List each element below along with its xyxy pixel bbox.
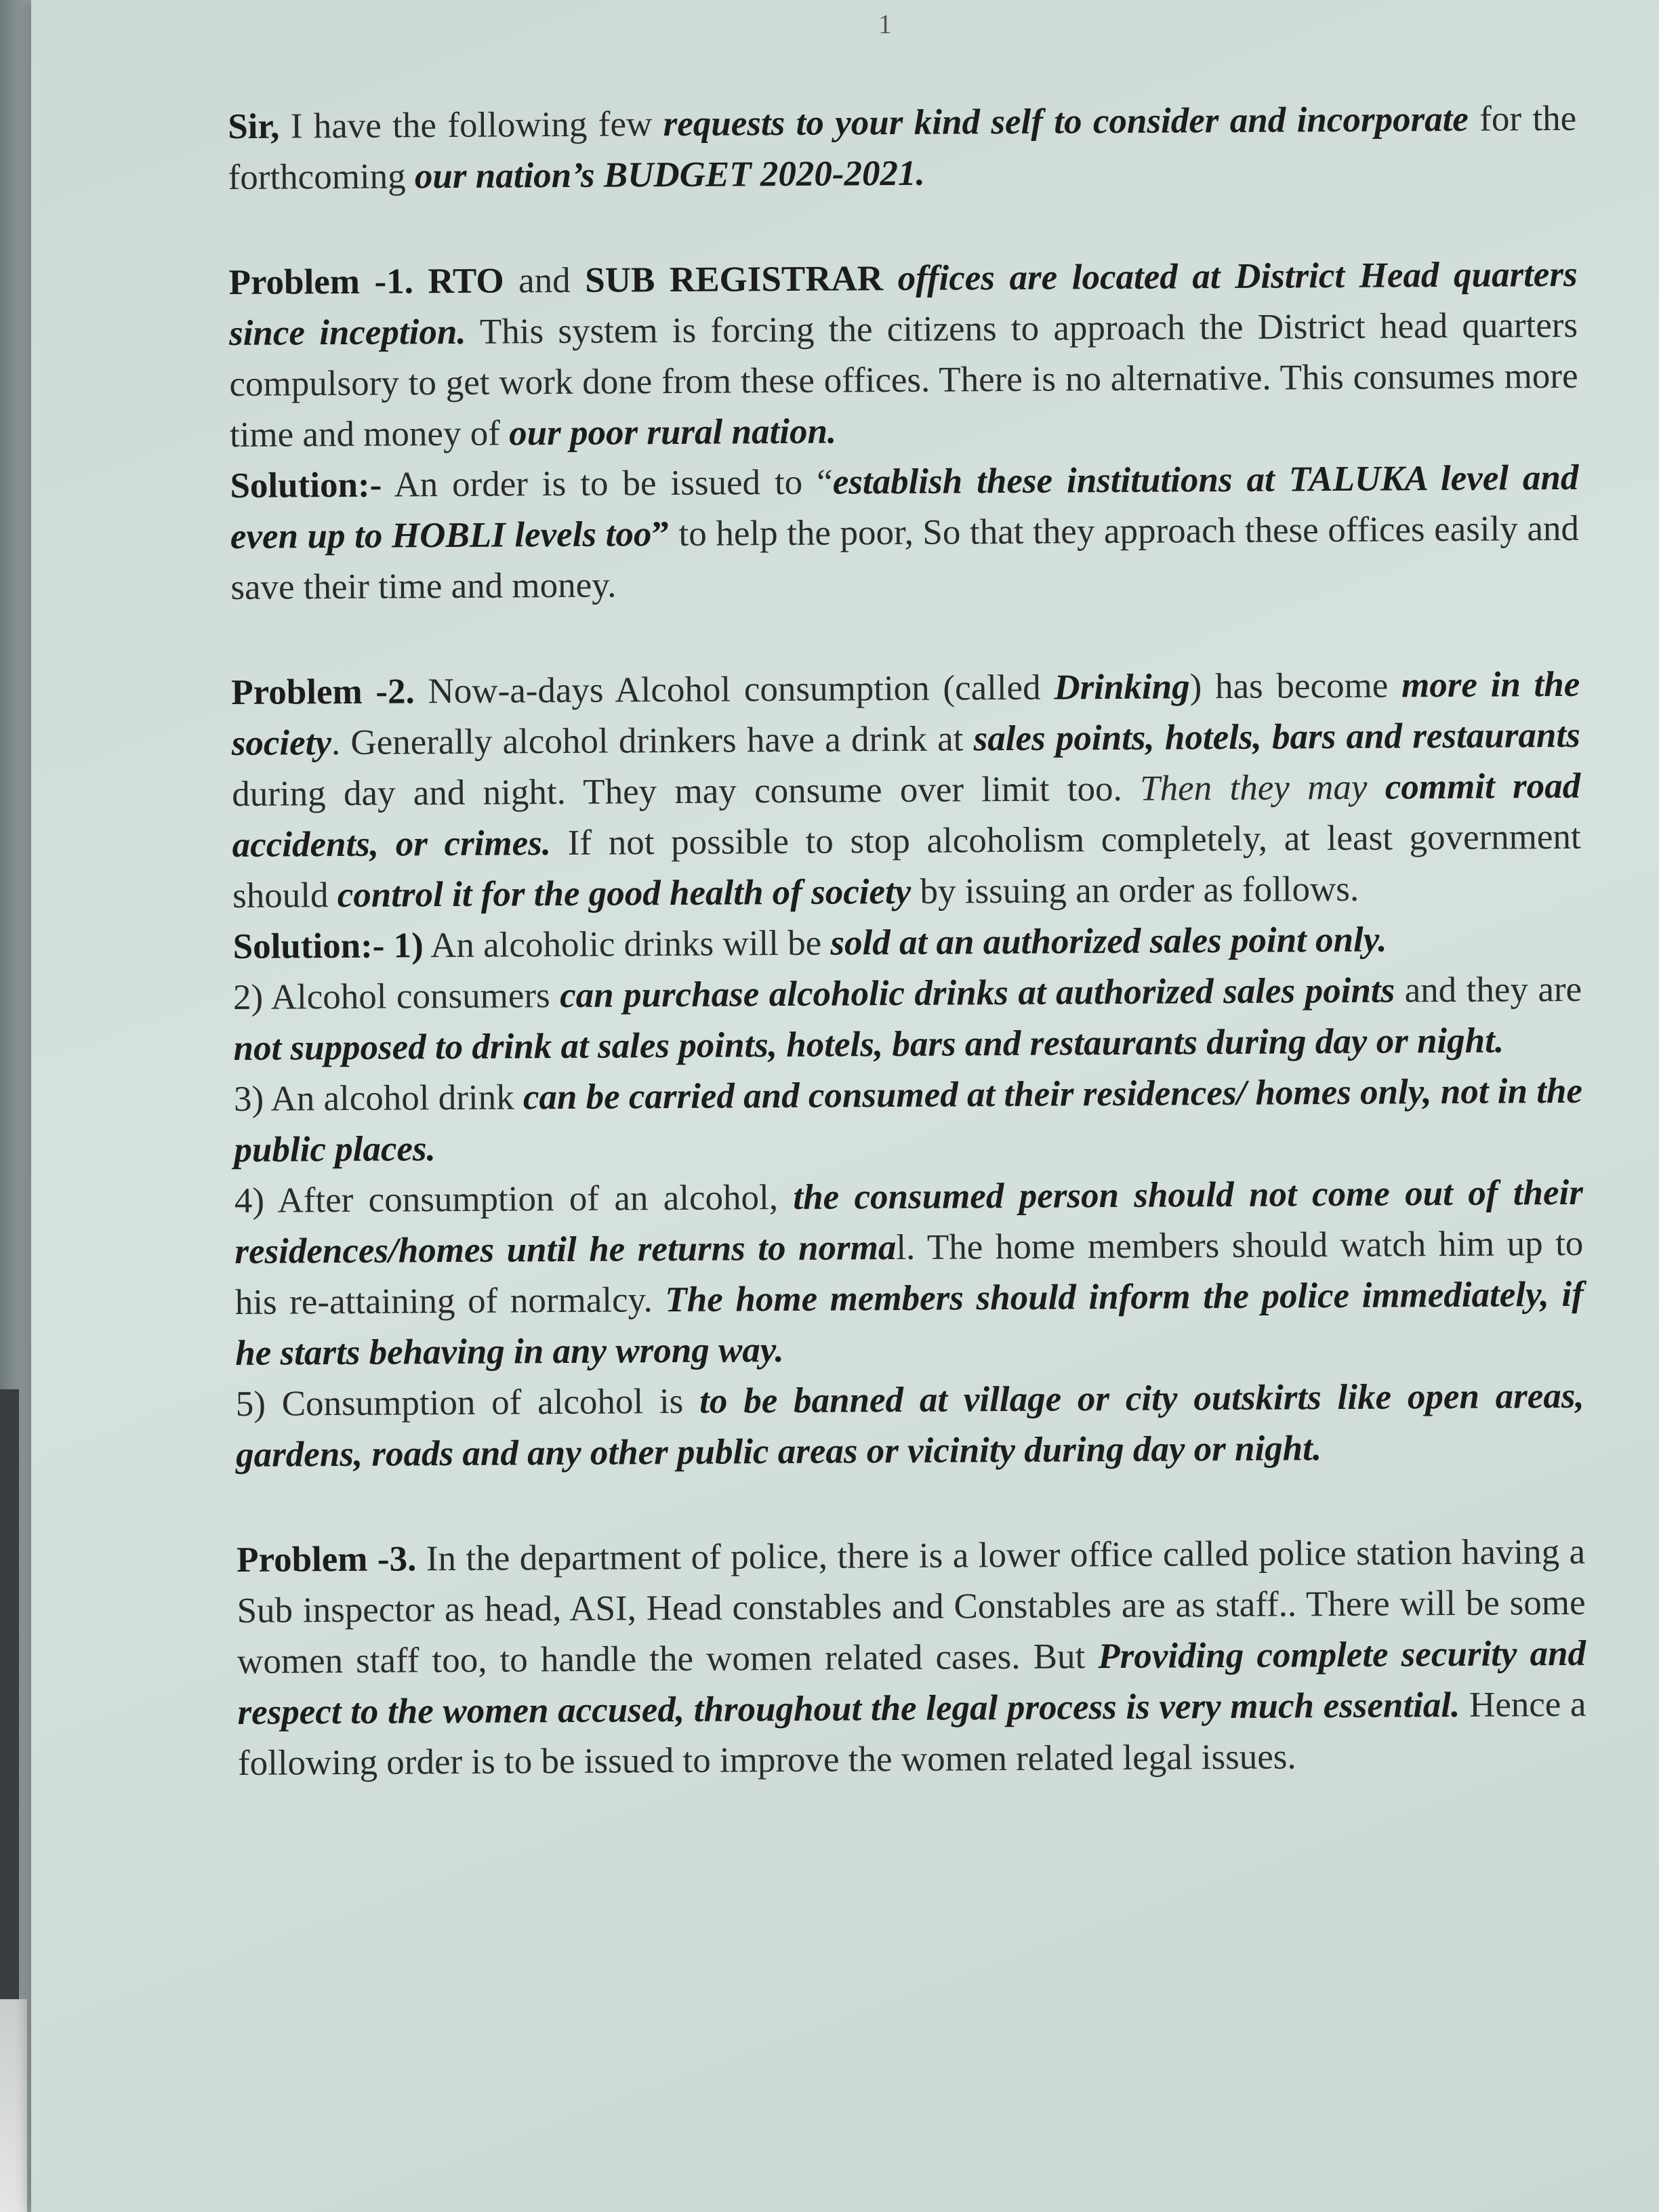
paragraph-gap xyxy=(231,605,1580,668)
problem-3-paragraph xyxy=(237,1527,1586,1789)
problem-3-text: Hence a following order is to be issued to improve the women related legal issues. xyxy=(237,1684,1586,1783)
document-body xyxy=(228,94,1586,1789)
point-text: An alcoholic drinks will be xyxy=(423,923,831,966)
problem-1-text: This system is forcing the citizens to approach the District head quarters compulsory to get work done from these offices. There is no alternative. This consumes more time and money of xyxy=(229,305,1578,455)
point-emphasis: the consumed person should not come out of their residences/homes until he returns to norma xyxy=(234,1172,1584,1271)
problem-2-emphasis: commit road accidents, or crimes. xyxy=(232,766,1581,865)
paragraph-gap xyxy=(236,1473,1584,1535)
point-emphasis: not supposed to drink at sales points, hotels, bars and restaurants during day or night. xyxy=(233,1021,1504,1068)
solution-2-label: Solution:- xyxy=(232,926,385,966)
budget-reference: our nation’s BUDGET 2020-2021. xyxy=(414,153,925,197)
point-emphasis: sold at an authorized sales point only. xyxy=(830,920,1387,963)
paper-sheet xyxy=(31,0,1659,2212)
point-text: l. The home members should watch him up to his re-attaining of normalcy. xyxy=(234,1223,1584,1322)
problem-2-text: by issuing an order as follows. xyxy=(911,869,1359,912)
point-emphasis: can be carried and consumed at their residences/ homes only, not in the public places. xyxy=(234,1071,1583,1170)
point-number: 4) xyxy=(234,1181,265,1221)
problem-3-emphasis: Providing complete security and respect to the women accused, throughout the legal process is very much essential. xyxy=(237,1633,1586,1732)
point-emphasis: The home members should inform the police immediately, if he starts behaving in any wrong way. xyxy=(235,1274,1584,1373)
problem-1-label: Problem -1. xyxy=(228,262,414,302)
page-number: 1 xyxy=(878,9,892,39)
point-emphasis: to be banned at village or city outskirts like open areas, gardens, roads and any other public areas or vicinity during day or night. xyxy=(236,1376,1584,1475)
problem-3-text: In the department of police, there is a lower office called police station having a Sub inspector as head, ASI, Head constables and Constables are as staff.. There will be some women staff too, to handle the women related cases. But xyxy=(237,1532,1586,1681)
solution-1-emphasis: establish these institutions at TALUKA level and even up to HOBLI levels too xyxy=(230,457,1579,556)
problem-2-text: If not possible to stop alcoholism completely, at least government should xyxy=(232,817,1581,916)
problem-2-emphasis: more in the society xyxy=(231,664,1580,763)
intro-paragraph xyxy=(228,94,1577,203)
problem-1-rto: RTO xyxy=(428,261,504,302)
background-shadow xyxy=(0,1389,19,1999)
solution-2-point-3 xyxy=(234,1066,1583,1176)
problem-2-paragraph xyxy=(231,659,1584,1481)
problem-1-text xyxy=(413,262,428,301)
point-text: and they are xyxy=(1395,969,1582,1010)
salutation: Sir, xyxy=(228,106,280,146)
point-text: Consumption of alcohol is xyxy=(265,1381,700,1424)
problem-2-label: Problem -2. xyxy=(231,672,415,712)
point-number: 2) xyxy=(232,977,264,1017)
problem-2-text: ) has become xyxy=(1189,665,1402,707)
problem-2-text: during day and night. They may consume over limit too. xyxy=(232,769,1141,814)
solution-1-line xyxy=(230,453,1579,613)
solution-1-label: Solution:- xyxy=(230,465,382,506)
problem-2-text: . Generally alcohol drinkers have a drink at xyxy=(331,719,974,763)
point-number: 5) xyxy=(235,1384,266,1424)
problem-2-emphasis: sales points, hotels, bars and restaurants xyxy=(973,715,1580,759)
solution-2-point-4 xyxy=(234,1168,1584,1379)
problem-2-text: Now-a-days Alcohol consumption (called xyxy=(414,668,1054,712)
point-number: 3) xyxy=(233,1079,264,1119)
background-fabric xyxy=(0,1999,27,2212)
point-text: Alcohol consumers xyxy=(263,976,560,1017)
problem-1-emphasis: our poor rural nation. xyxy=(508,411,837,453)
solution-2-point-5 xyxy=(236,1371,1585,1481)
problem-1-sub-registrar: SUB REGISTRAR xyxy=(585,259,884,300)
intro-text: for the forthcoming xyxy=(228,98,1577,197)
solution-1-text: to help the poor, So that they approach these offices easily and save their time and money. xyxy=(230,508,1580,607)
point-emphasis: can purchase alcoholic drinks at authorized sales points xyxy=(559,970,1395,1016)
problem-1-text: and xyxy=(504,260,586,301)
problem-2-emphasis: Drinking xyxy=(1054,667,1190,708)
point-text: An alcohol drink xyxy=(263,1078,524,1119)
point-number: 1) xyxy=(384,926,424,966)
solution-1-text: An order is to be issued to “ xyxy=(382,462,833,505)
solution-2-point-2 xyxy=(233,964,1582,1074)
point-text: After consumption of an alcohol, xyxy=(264,1177,794,1221)
problem-2-emphasis: control it for the good health of society xyxy=(337,872,912,916)
intro-text: I have the following few xyxy=(279,104,663,146)
paragraph-gap xyxy=(228,195,1577,258)
problem-1-paragraph xyxy=(228,249,1579,613)
problem-1-emphasis: offices are located at District Head quarters since inception. xyxy=(228,254,1578,353)
solution-1-quote: ” xyxy=(651,514,670,554)
problem-3-label: Problem -3. xyxy=(236,1539,417,1580)
solution-2-point-1 xyxy=(232,914,1581,972)
intro-emphasis: requests to your kind self to consider and incorporate xyxy=(663,99,1469,144)
problem-1-text xyxy=(883,259,898,298)
problem-2-italic: Then they may xyxy=(1140,767,1385,808)
